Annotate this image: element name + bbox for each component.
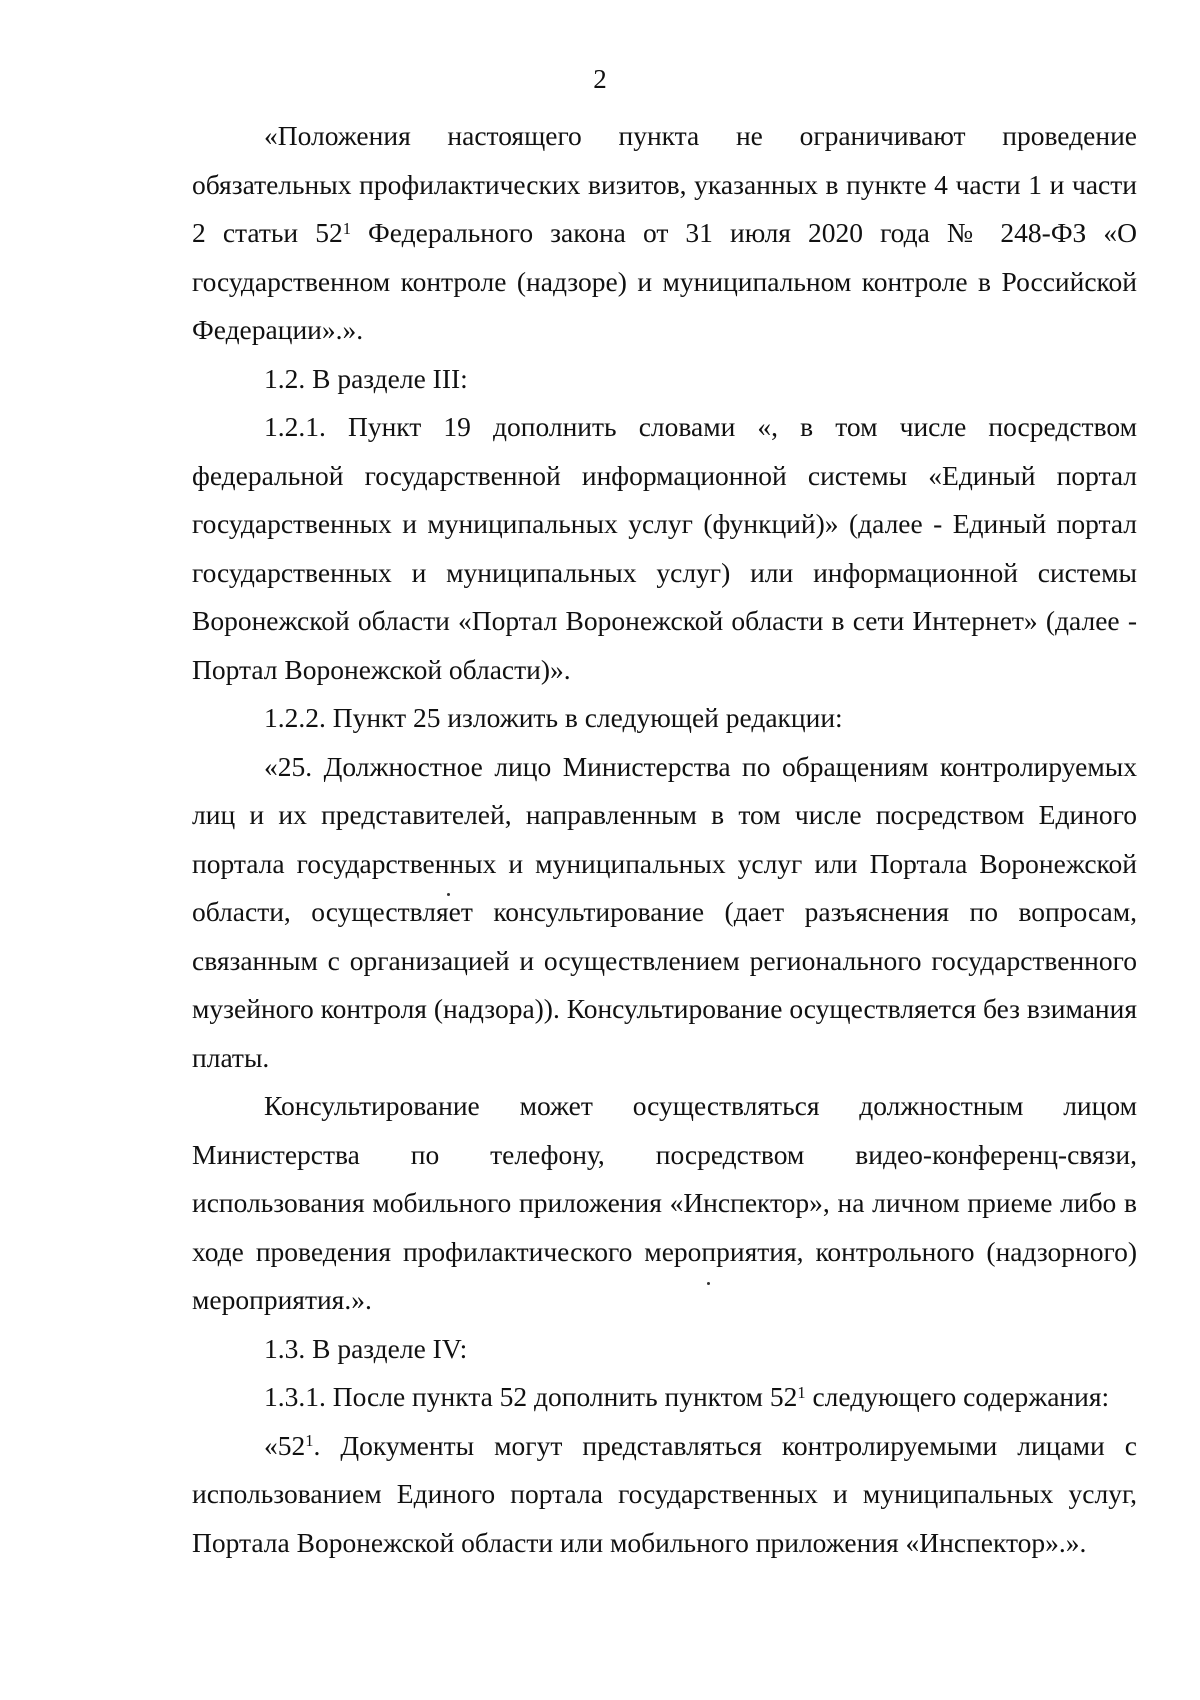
paragraph-text: 1.3. В разделе IV:: [264, 1332, 468, 1364]
paragraph-text: «52: [264, 1429, 306, 1461]
paragraph-text: 1.2.1. Пункт 19 дополнить словами «, в том числе посредством федеральной государственной информационной системы «Единый портал государственных и муниципальных услуг (функций)» (далее - Единый портал государственных и муниципальных услуг) или информационной системы Воронежской области «Портал Воронежской области в сети Интернет» (далее - Портал Воронежской области)».: [192, 411, 1137, 685]
paragraph-point-25: [192, 743, 1137, 1083]
paragraph-text: «25. Должностное лицо Министерства по обращениям контролируемых лиц и их представителей, направленным в том числе посредством Единого портала государственных и муниципальных услуг или Портала Воронежской области, осуществляет консультирование (дает разъяснения по вопросам, связанным с организацией и осуществлением регионального государственного музейного контроля (надзора)). Консультирование осуществляется без взимания платы.: [192, 750, 1137, 1073]
superscript: 1: [342, 218, 351, 238]
paragraph-text: 1.2.2. Пункт 25 изложить в следующей редакции:: [264, 702, 843, 733]
paragraph-point-52-1: [192, 1422, 1137, 1568]
paragraph-text: 1.3.1. После пункта 52 дополнить пунктом 52: [264, 1381, 798, 1412]
paragraph-text: следующего содержания:: [805, 1381, 1110, 1412]
paragraph-item-1-2-2: [192, 694, 1137, 743]
paragraph-section-heading: [192, 1325, 1137, 1374]
scan-artifact: [447, 893, 450, 896]
paragraph-item-1-2-1: [192, 403, 1137, 694]
paragraph-consulting: [192, 1082, 1137, 1325]
document-body: [192, 112, 1137, 1567]
paragraph-text: 1.2. В разделе III:: [264, 362, 468, 394]
superscript: 1: [305, 1431, 314, 1451]
paragraph-text: Федерального закона от 31 июля 2020 года № 248-ФЗ «О государственном контроле (надзоре) и муниципальном контроле в Российской Федерации».».: [192, 217, 1137, 345]
paragraph-text: Консультирование может осуществляться должностным лицом Министерства по телефону, посредством видео-конференц-связи, использования мобильного приложения «Инспектор», на личном приеме либо в ходе проведения профилактического мероприятия, контрольного (надзорного) мероприятия.».: [192, 1090, 1137, 1315]
scan-artifact: [707, 1282, 710, 1285]
page-number: 2: [593, 64, 607, 94]
paragraph-text: «Положения настоящего пункта не ограничивают проведение обязательных профилактических визитов, указанных в пункте 4 части 1 и части 2 статьи 52: [192, 120, 1137, 248]
paragraph-section-heading: [192, 355, 1137, 404]
paragraph-amendment-quote: [192, 112, 1137, 355]
paragraph-item-1-3-1: [192, 1373, 1137, 1422]
superscript: 1: [797, 1382, 806, 1402]
paragraph-text: . Документы могут представляться контролируемыми лицами с использованием Единого портала государственных и муниципальных услуг, Портала Воронежской области или мобильного приложения «Инспектор».».: [192, 1429, 1137, 1558]
